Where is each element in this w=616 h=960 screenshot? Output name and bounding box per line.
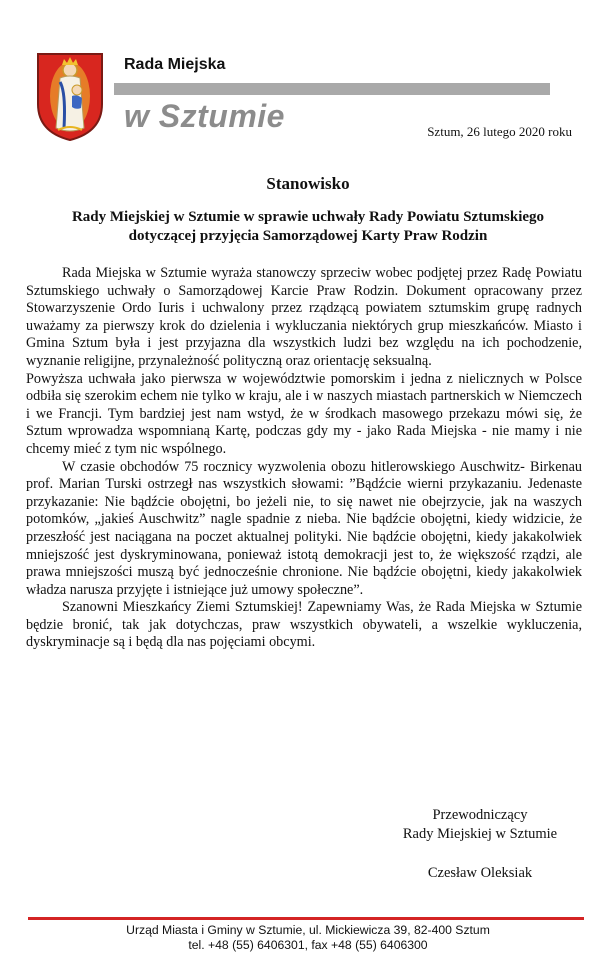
body-paragraph-4: Szanowni Mieszkańcy Ziemi Sztumskiej! Zapewniamy Was, że Rada Miejska w Sztumie będzie bronić, tak jak dotychczas, praw wszystkich obywateli, a wszelkie wykluczenia, dyskryminacje są i będą dla nas pojęciami obcymi. — [26, 599, 582, 651]
document-subtitle — [20, 208, 596, 246]
document-body — [26, 265, 582, 652]
document-title: Stanowisko — [266, 174, 350, 193]
document-date: Sztum, 26 lutego 2020 roku — [427, 124, 572, 139]
subtitle-line-1: Rady Miejskiej w Sztumie w sprawie uchwały Rady Powiatu Sztumskiego — [71, 209, 545, 225]
footer-contact: tel. +48 (55) 6406301, fax +48 (55) 6406300 — [188, 938, 428, 952]
letterhead-footer — [0, 923, 616, 953]
body-paragraph-1: Rada Miejska w Sztumie wyraża stanowczy sprzeciw wobec podjętej przez Radę Powiatu Sztumskiego uchwały o Samorządowej Karcie Praw Rodzin. Dokument opracowany przez Stowarzyszenie Ordo Iuris i uchwalony przez rządzącą powiatem sztumskim grupę radnych uważamy za pierwszy krok do dzielenia i wykluczania niektórych grup mieszkańców. Miasto i Gmina Sztum była i jest przyjazna dla wszystkich ludzi bez względu na ich pochodzenie, wyznanie religijne, przynależność polityczną oraz orientację seksualną. — [26, 265, 582, 369]
organization-name: Rada Miejska — [124, 56, 226, 73]
coat-of-arms-crest-icon — [36, 52, 104, 142]
signature-block — [380, 806, 580, 883]
signature-role-line-2: Rady Miejskiej w Sztumie — [402, 826, 558, 842]
signature-role-line-1: Przewodniczący — [432, 807, 528, 823]
header-divider-bar — [114, 83, 550, 95]
organization-place: w Sztumie — [124, 98, 285, 134]
footer-divider-rule — [28, 917, 584, 920]
subtitle-line-2: dotyczącej przyjęcia Samorządowej Karty Praw Rodzin — [128, 228, 488, 244]
signature-name: Czesław Oleksiak — [427, 865, 533, 881]
footer-address: Urząd Miasta i Gminy w Sztumie, ul. Mickiewicza 39, 82-400 Sztum — [126, 923, 490, 937]
body-paragraph-3: W czasie obchodów 75 rocznicy wyzwolenia obozu hitlerowskiego Auschwitz- Birkenau prof. Marian Turski ostrzegł nas wszystkich słowami: ”Bądźcie wierni przykazaniu. Jedenaste przykazanie: Nie bądźcie obojętni, bo jeżeli nie, to się nawet nie obejrzycie, jak na waszych potomków, „jakieś Auschwitz” nagle spadnie z nieba. Nie bądźcie obojętni, kiedy widzicie, że przeszłość jest naciągana na poczet aktualnej polityki. Nie bądźcie obojętni, kiedy jakakolwiek mniejszość jest dyskryminowana, ponieważ istotą demokracji jest to, że większość rządzi, ale prawa mniejszości muszą być jednocześnie chronione. Nie bądźcie obojętni, kiedy jakakolwiek władza narusza przyjęte i istniejące już umowy społeczne”. — [26, 458, 582, 598]
body-paragraph-2: Powyższa uchwała jako pierwsza w województwie pomorskim i jedna z nielicznych w Polsce odbiła się szerokim echem nie tylko w kraju, ale i w naszych miastach partnerskich w Niemczech i we Francji. Tym bardziej jest nam wstyd, że w środkach masowego przekazu mówi się, że Sztum wprowadza wspomnianą Kartę, podczas gdy my - jako Rada Miejska - nie mamy i nie chcemy mieć z tym nic wspólnego. — [26, 370, 582, 457]
